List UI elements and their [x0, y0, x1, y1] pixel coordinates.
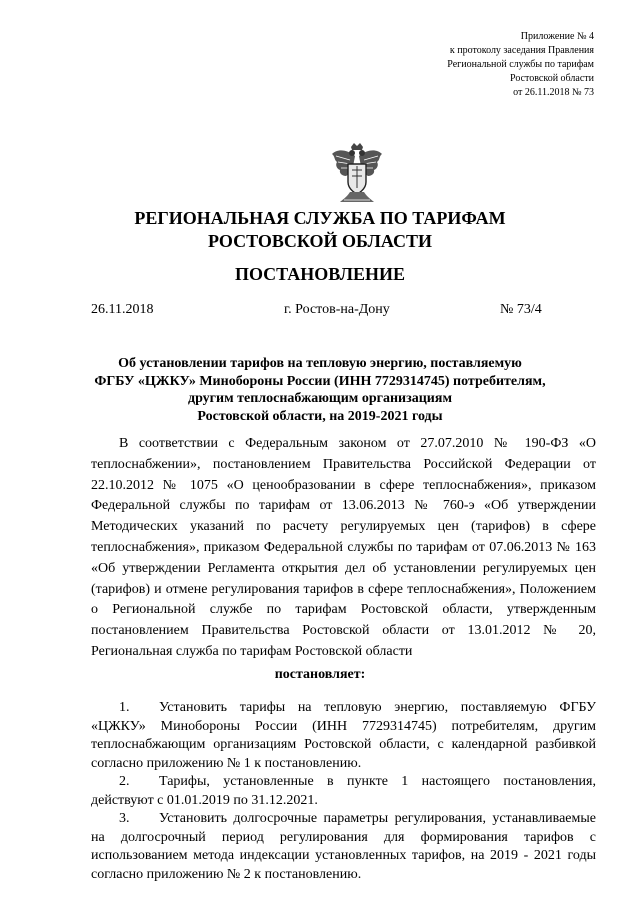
subject-line-3: другим теплоснабжающим организациям — [187, 391, 452, 406]
annex-line-5: от 26.11.2018 № 73 — [513, 87, 594, 98]
subject-line-1: Об установлении тарифов на тепловую энергию, поставляемую — [118, 356, 522, 371]
resolution-item — [91, 810, 596, 884]
item-text: Тарифы, установленные в пункте 1 настоящего постановления, действуют с 01.01.2019 по 31.12.2021. — [91, 774, 596, 808]
document-date: 26.11.2018 — [91, 302, 154, 317]
resolves-heading: постановляет: — [274, 667, 366, 682]
coat-of-arms-emblem — [330, 142, 384, 204]
resolution-item — [91, 773, 596, 810]
resolution-items — [91, 699, 596, 884]
annex-line-1: Приложение № 4 — [520, 31, 594, 42]
item-text: Установить долгосрочные параметры регулирования, устанавливаемые на долгосрочный период регулирования для формирования тарифов с использованием метода индексации установленных тарифов, на 2019 - 2021 годы согласно приложению № 2 к постановлению. — [91, 811, 596, 882]
item-text: Установить тарифы на тепловую энергию, поставляемую ФГБУ «ЦЖКУ» Минобороны России (ИНН 7729314745) потребителям, другим теплоснабжающим организациям Ростовской области, с календарной разбивкой согласно приложению № 1 к постановлению. — [91, 700, 596, 771]
annex-line-3: Региональной службы по тарифам — [447, 59, 594, 70]
item-number: 1. — [119, 700, 130, 715]
document-subject — [80, 355, 560, 425]
item-number: 2. — [119, 774, 130, 789]
annex-stamp — [447, 30, 594, 100]
item-number: 3. — [119, 811, 130, 826]
resolution-item — [91, 699, 596, 773]
issuing-organization — [0, 207, 640, 253]
document-city: г. Ростов-на-Дону — [284, 302, 390, 317]
org-line-2: РОСТОВСКОЙ ОБЛАСТИ — [208, 231, 432, 251]
document-number: № 73/4 — [500, 302, 542, 317]
subject-line-4: Ростовской области, на 2019-2021 годы — [197, 408, 443, 424]
annex-line-2: к протоколу заседания Правления — [449, 45, 594, 56]
annex-line-4: Ростовской области — [510, 73, 594, 84]
subject-line-2: ФГБУ «ЦЖКУ» Минобороны России (ИНН 7729314745) потребителям, — [94, 373, 546, 389]
document-type-title: ПОСТАНОВЛЕНИЕ — [234, 264, 406, 284]
preamble-paragraph: В соответствии с Федеральным законом от 27.07.2010 № 190-ФЗ «О теплоснабжении», постановлением Правительства Российской Федерации от 22.10.2012 № 1075 «О ценообразовании в сфере теплоснабжения», приказом Федеральной службы по тарифам от 13.06.2013 № 760-э «Об утверждении Методических указаний по расчету регулируемых цен (тарифов) в сфере теплоснабжения», приказом Федеральной службы по тарифам от 07.06.2013 № 163 «Об утверждении Регламента открытия дел об установлении регулируемых цен (тарифов) и отмене регулирования тарифов в сфере теплоснабжения», Положением о Региональной службе по тарифам Ростовской области, утвержденным постановлением Правительства Ростовской области от 13.01.2012 № 20, Региональная служба по тарифам Ростовской области — [91, 436, 596, 659]
org-line-1: РЕГИОНАЛЬНАЯ СЛУЖБА ПО ТАРИФАМ — [134, 208, 506, 228]
